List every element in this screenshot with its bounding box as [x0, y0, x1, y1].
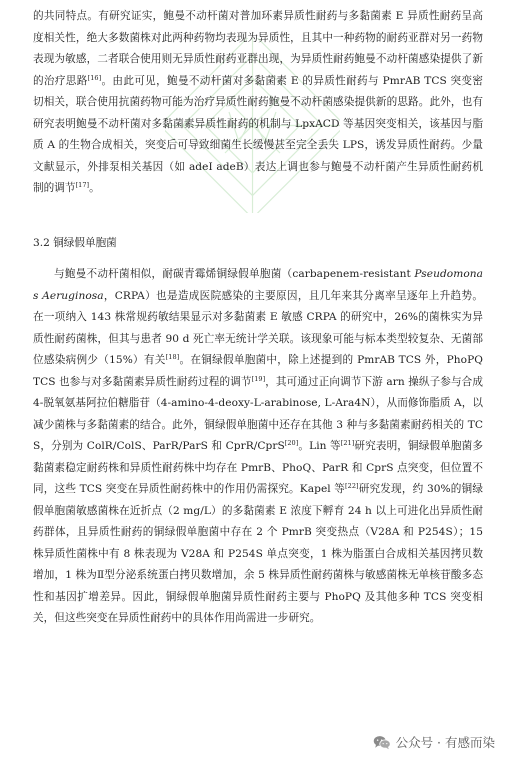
citation-ref: [16] [87, 73, 102, 82]
citation-ref: [21] [340, 439, 355, 447]
paragraph-2 [33, 264, 483, 630]
citation-ref: [20] [284, 439, 299, 447]
section-heading: 3.2 铜绿假单胞菌 [33, 237, 117, 249]
text-run: 研究发现，约 30%的铜绿假单胞菌敏感菌株在近折点（2 mg/L）的多黏菌素 E 浓度下孵育 24 h 以上可进化出异质性耐药群体，且异质性耐药的铜绿假单胞菌中存在 2 个 PmrB 突变热点（V28A 和 P254S）；15 株异质性菌株中有 8 株表现为 V28A 和 P254S 单点突变，1 株为脂蛋白合成相关基因拷贝数增加，1 株为Ⅱ型分泌系统蛋白拷贝数增加，余 5 株异质性耐药菌株与敏感菌株无单核苷酸多态性和基因扩增差异。因此，铜绿假单胞菌异质性耐药主要与 PhoPQ 及其他多种 TCS 突变相关，但这些突变在异质性耐药中的具体作用尚需进一步研究。 [33, 483, 483, 624]
citation-ref: [22] [345, 482, 359, 490]
footer-brand-text: 公众号 · 有感而染 [395, 735, 495, 750]
text-run: 。Lin 等 [298, 440, 341, 452]
wechat-icon [373, 735, 391, 750]
citation-ref: [19] [251, 374, 266, 383]
footer-brand [373, 733, 495, 751]
species-name: Pseudomonas Aeruginosa [33, 268, 483, 302]
text-run: 。 [89, 182, 100, 194]
text-run: ，其可通过正向调节下游 arn 操纵子参与合成 4-脱氧氨基阿拉伯糖脂苷（4-amino-4-deoxy-L-arabinose, L-Ara4N），从而修饰脂质 A，以减少菌株与多黏菌素的结合。此外，铜绿假单胞菌中还存在其他 3 种与多黏菌素耐药相关的 TCS，分别为 ColR/ColS、ParR/ParS 和 CprR/CprS [33, 375, 483, 452]
text-run: 的共同特点。有研究证实，鲍曼不动杆菌对普加环素异质性耐药与多黏菌素 E 异质性耐药呈高度相关性，绝大多数菌株对此两种药物均表现为异质性，且其中一种药物的耐药亚群对另一药物表现为敏感，二者联合使用则无异质性耐药亚群出现，为异质性耐药鲍曼不动杆菌感染提供了新的治疗思路 [33, 10, 483, 87]
citation-ref: [17] [75, 181, 90, 189]
paragraph-1 [33, 6, 483, 200]
text-run: 研究表明，铜绿假单胞菌多黏菌素稳定耐药株和异质性耐药株中均存在 PmrB、PhoQ、ParR 和 CprS 点突变，但位置不同，这些 TCS 突变在异质性耐药株中的作用仍需探究。Kapel 等 [33, 440, 484, 495]
text-run: 。在铜绿假单胞菌中，除上述提到的 PmrAB TCS 外，PhoPQ TCS 也参与对多黏菌素异质性耐药过程的调节 [33, 354, 484, 388]
text-run: 与鲍曼不动杆菌相似，耐碳青霉烯铜绿假单胞菌（carbapenem-resistant [54, 268, 415, 280]
citation-ref: [18] [165, 353, 180, 361]
text-run: ，CRPA）也是造成医院感染的主要原因，且几年来其分离率呈逐年上升趋势。在一项纳入 143 株常规药敏结果显示对多黏菌素 E 敏感 CRPA 的研究中，26%的菌株实为异质性耐药菌株，但其与患者 90 d 死亡率无统计学关联。该现象可能与标本类型较复杂、无菌部位感染病例少（15%）有关 [33, 289, 483, 366]
text-run: 。由此可见，鲍曼不动杆菌对多黏菌素 E 的异质性耐药与 PmrAB TCS 突变密切相关，联合使用抗菌药物可能为治疗异质性耐药鲍曼不动杆菌感染提供新的思路。此外，也有研究表明鲍曼不动杆菌对多黏菌素异质性耐药的机制与 LpxACD 等基因突变相关，该基因与脂质 A 的生物合成相关，突变后可导致细菌生长缓慢甚至完全丢失 LPS，诱发异质性耐药。少量文献显示，外排泵相关基因（如 adeI adeB）表达上调也参与鲍曼不动杆菌产生异质性耐药机制的调节 [33, 74, 483, 194]
